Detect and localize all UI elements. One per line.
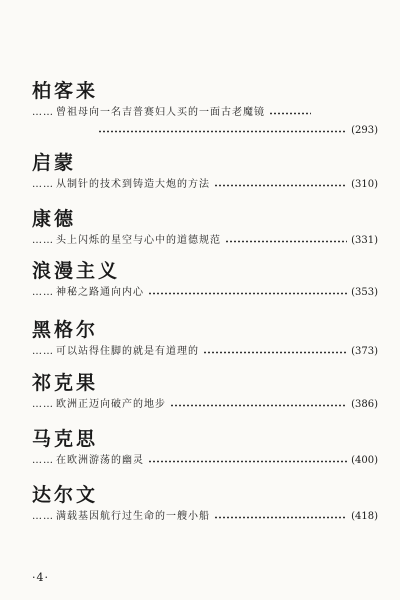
toc-entry [32,428,378,470]
entry-line [32,345,378,359]
entry-title: 启蒙 [32,152,77,174]
page-number: (331) [351,235,378,246]
entry-line [32,234,378,248]
entry-line [32,398,378,412]
entry-description-line [32,106,378,120]
page-number: (386) [351,399,378,410]
entry-line [32,510,378,524]
page-number: (418) [351,511,378,522]
leader-ellipsis: …… [32,179,54,190]
leader-ellipsis: …… [32,107,54,118]
page-number: (373) [351,346,378,357]
entry-description: 欧洲正迈向破产的地步 [56,399,166,410]
leader-ellipsis: …… [32,455,54,466]
folio-page-number: ·4· [32,571,49,584]
dot-leader [148,292,347,295]
dot-leader [170,404,347,407]
page-number: (310) [351,179,378,190]
toc-entry [32,152,378,194]
entry-description: 曾祖母向一名吉普赛妇人买的一面古老魔镜 [56,107,265,118]
dot-leader [225,240,347,243]
toc-entry [32,319,378,361]
toc-entry [32,372,378,414]
entry-title: 康德 [32,208,77,230]
entry-title: 黑格尔 [32,319,99,341]
entry-title: 祁克果 [32,372,99,394]
entry-description: 神秘之路通向内心 [56,287,144,298]
dot-leader [269,112,311,115]
entry-description: 满载基因航行过生命的一艘小船 [56,511,210,522]
leader-ellipsis: …… [32,511,54,522]
page-number: (353) [351,287,378,298]
entry-title: 达尔文 [32,484,99,506]
entry-description: 在欧洲游荡的幽灵 [56,455,144,466]
entry-title: 马克思 [32,428,99,450]
entry-line [32,178,378,192]
dot-leader [98,130,347,133]
page-number: (293) [351,125,378,136]
toc-entry [32,208,378,250]
entry-title: 浪漫主义 [32,260,121,282]
entry-description: 从制针的技术到铸造大炮的方法 [56,179,210,190]
leader-ellipsis: …… [32,287,54,298]
dot-leader [203,351,347,354]
entry-line [32,286,378,300]
entry-page-line [32,124,378,138]
page-number: (400) [351,455,378,466]
dot-leader [214,516,347,519]
entry-description: 头上闪烁的星空与心中的道德规范 [56,235,221,246]
dot-leader [214,184,347,187]
toc-entry [32,484,378,526]
leader-ellipsis: …… [32,399,54,410]
leader-ellipsis: …… [32,346,54,357]
toc-entry [32,80,378,140]
entry-line [32,454,378,468]
entry-title: 柏客来 [32,80,99,102]
entry-description: 可以站得住脚的就是有道理的 [56,346,199,357]
leader-ellipsis: …… [32,235,54,246]
toc-entry [32,260,378,302]
dot-leader [148,460,347,463]
